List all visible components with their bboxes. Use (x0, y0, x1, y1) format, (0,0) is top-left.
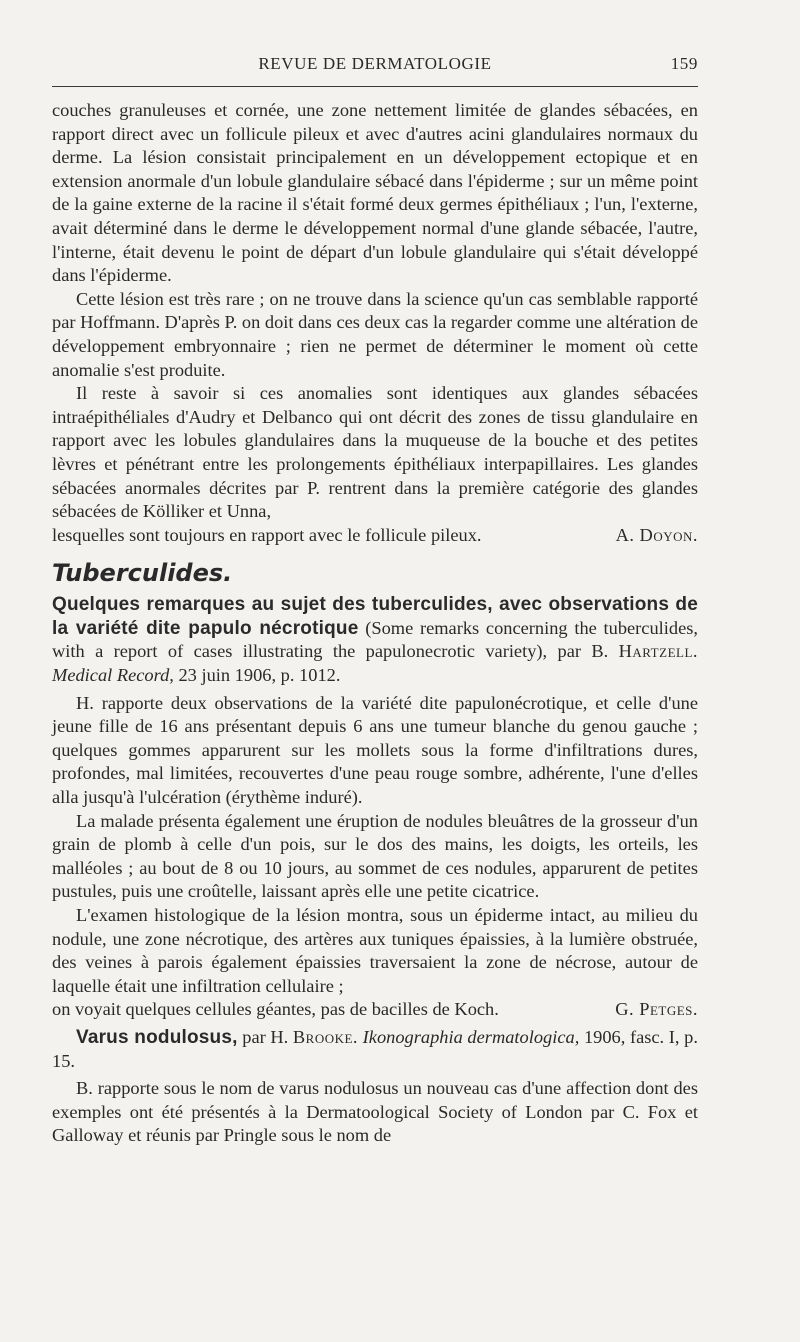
author-signature: G. Petges. (615, 999, 698, 1020)
page-number: 159 (670, 54, 698, 73)
article-header (52, 593, 698, 687)
running-title: REVUE DE DERMATOLOGIE (258, 54, 492, 73)
article-header (52, 1026, 698, 1073)
paragraph: La malade présenta également une éruption de nodules bleuâtres de la grosseur d'un grain de plomb à celle d'un pois, sur le dos des mains, les doigts, les orteils, les malléoles ; au bout de 8 ou 10 jours, au sommet de ces nodules, apparurent de petites pustules, puis une croûtelle, laissant après elle une petite cicatrice. (52, 810, 698, 902)
article-title: Quelques remarques au sujet des tuberculides, avec observations de la variété dite papulo nécrotique (52, 594, 698, 639)
paragraph: couches granuleuses et cornée, une zone nettement limitée de glandes sébacées, en rapport direct avec un follicule pileux et avec d'autres acini glandulaires normaux du derme. La lésion consistait principalement en un développement ectopique et en extension anormale d'un lobule glandulaire sébacé dans l'épiderme ; sur un même point de la gaine externe de la racine il s'était formé deux germes épithéliaux ; l'un, l'externe, avait déterminé dans le derme le développement normal d'une glande sébacée, l'autre, l'interne, était devenu le point de départ d'un lobule glandulaire qui s'était développé dans l'épiderme. (52, 100, 698, 286)
header-rule (52, 86, 698, 87)
paragraph: B. rapporte sous le nom de varus nodulosus un nouveau cas d'une affection dont des exemples ont été présentés à la Dermatoological Society of London par C. Fox et Galloway et réunis par Pringle sous le nom de (52, 1078, 698, 1146)
paragraph-last-line: on voyait quelques cellules géantes, pas de bacilles de Koch. (52, 999, 499, 1020)
article-subtitle: (Some remarks concerning the tuberculides, with a report of cases illustrating the papulonecrotic variety), par B. (52, 617, 698, 662)
page-header (52, 52, 698, 80)
page-body (52, 99, 698, 1148)
article-author: Hartzell. (618, 641, 698, 662)
citation: 23 juin 1906, p. 1012. (178, 665, 341, 686)
article-author: Brooke. (292, 1026, 359, 1047)
paragraph-last-line: lesquelles sont toujours en rapport avec le follicule pileux. (52, 524, 482, 545)
paragraph: L'examen histologique de la lésion montra, sous un épiderme intact, au milieu du nodule, une zone nécrotique, des artères aux tuniques épaissies, à la lumière obstruée, des veines à parois également épaissies traversaient la zone de nécrose, autour de laquelle était une infiltration cellulaire ; (52, 905, 698, 996)
article-title: Varus nodulosus, (76, 1026, 238, 1048)
paragraph: Il reste à savoir si ces anomalies sont identiques aux glandes sébacées intraépithéliales d'Audry et Delbanco qui ont décrit des zones de tissu glandulaire en rapport avec les lobules glandulaires dans la muqueuse de la bouche et des petites lèvres et pénétrant entre les prolongements épithéliaux interpapillaires. Les glandes sébacées anormales décrites par P. rentrent dans la première catégorie des glandes sébacées de Kölliker et Unna, (52, 383, 698, 522)
article-byline: par H. (242, 1026, 289, 1047)
signature-line (52, 998, 698, 1022)
section-heading: Tuberculides. (52, 559, 233, 588)
journal-page (52, 52, 698, 1148)
paragraph: H. rapporte deux observations de la variété dite papulonécrotique, et celle d'une jeune fille de 16 ans présentant depuis 6 ans une tumeur blanche du genou gauche ; quelques gommes apparurent sur les mollets sous la forme d'infiltrations dures, profondes, mal limitées, recouvertes d'une peau rouge sombre, adhérente, l'une d'elles alla jusqu'à l'ulcération (érythème induré). (52, 692, 698, 808)
journal-name: Medical Record, (52, 665, 174, 686)
paragraph: Cette lésion est très rare ; on ne trouve dans la science qu'un cas semblable rapporté par Hoffmann. D'après P. on doit dans ces deux cas la regarder comme une altération de développement embryonnaire ; rien ne permet de déterminer le moment où cette anomalie s'est produite. (52, 288, 698, 380)
citation: 1906, fasc. I, p. 15. (52, 1026, 698, 1071)
author-signature: A. Doyon. (615, 524, 698, 545)
journal-name: Ikonographia dermatologica, (362, 1026, 580, 1047)
signature-line (52, 524, 698, 548)
